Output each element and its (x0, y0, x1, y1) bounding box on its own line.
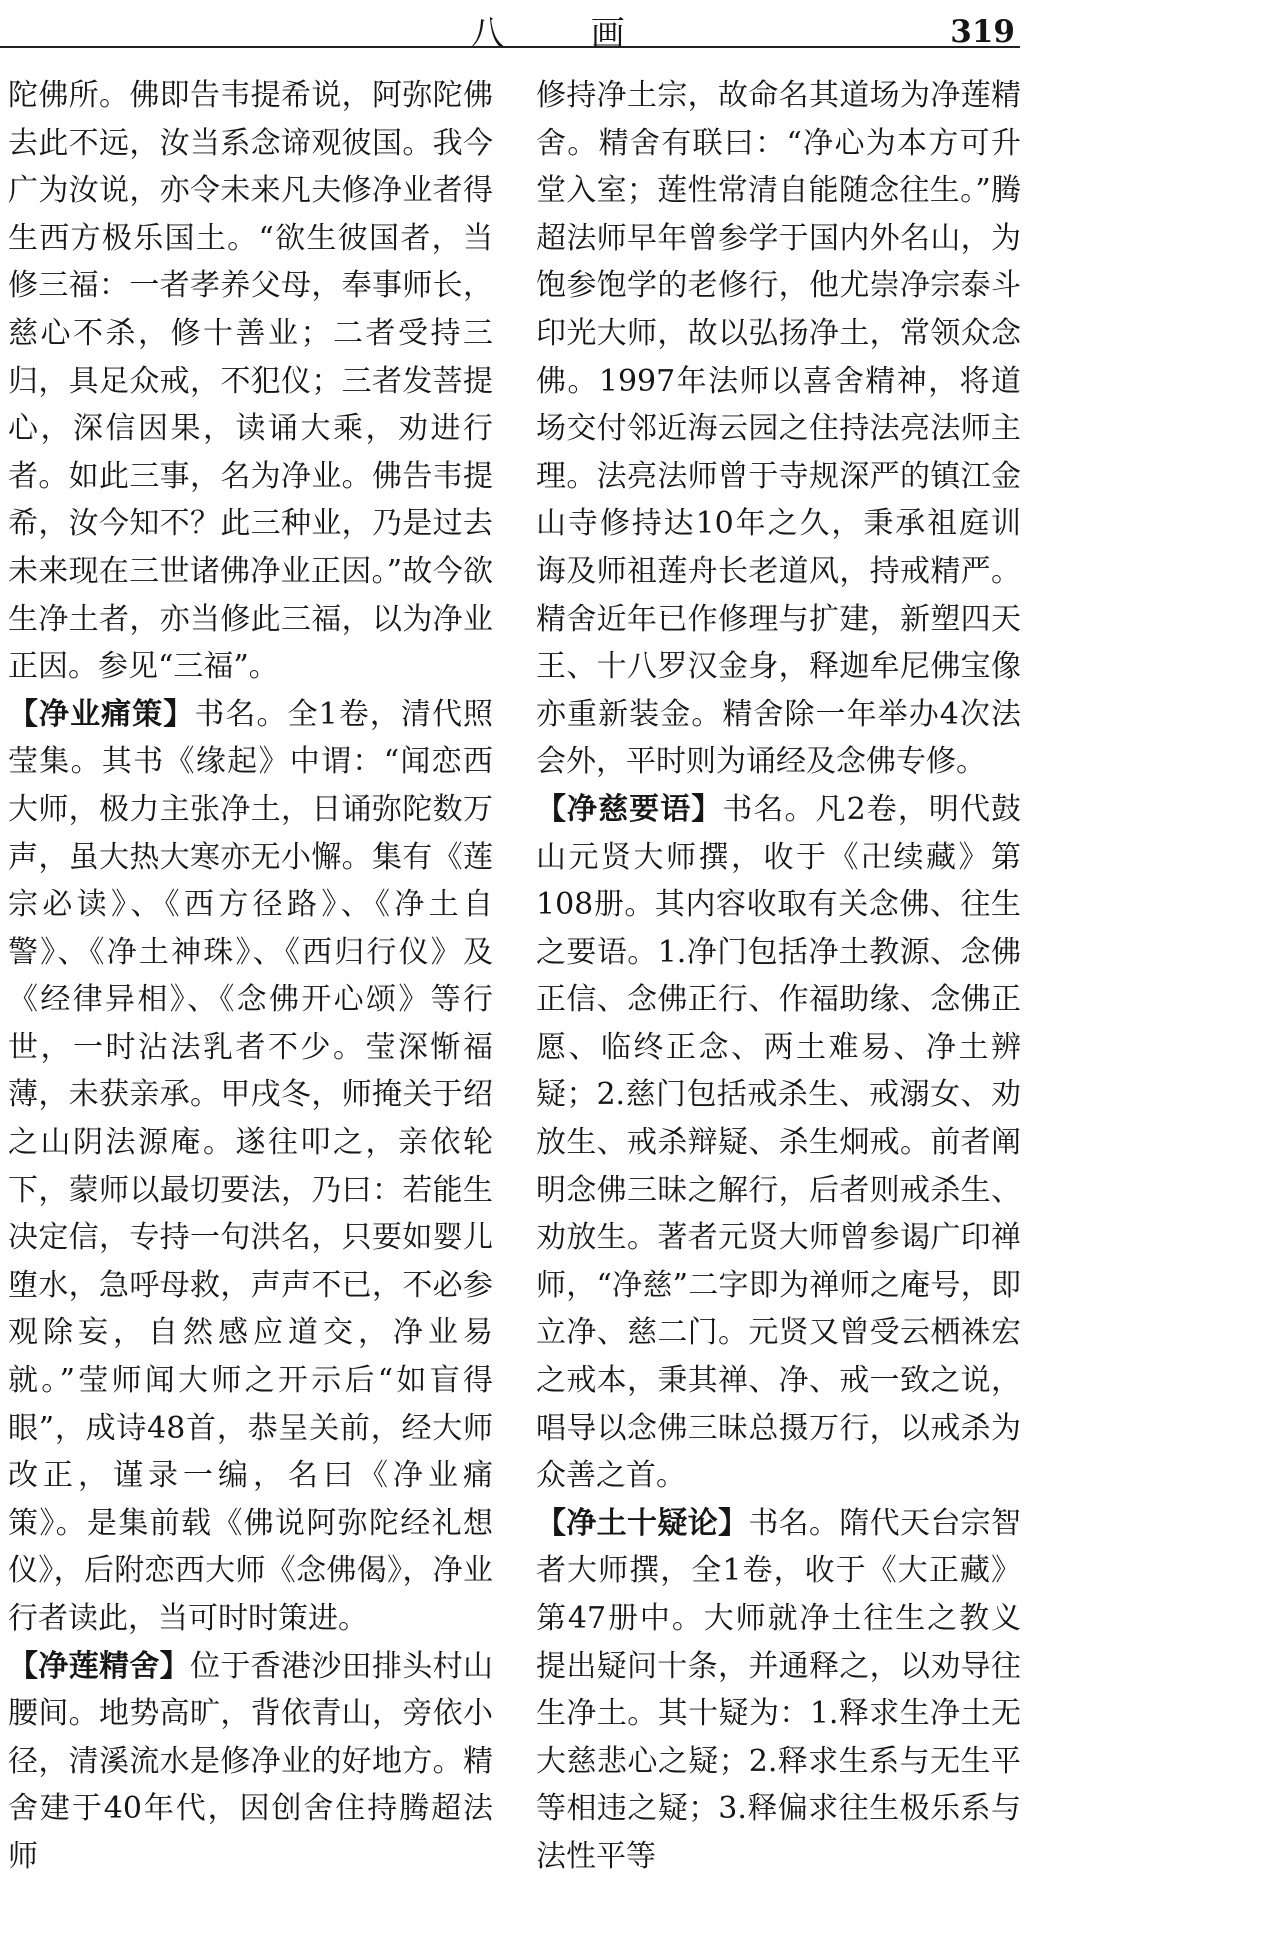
continued-paragraph: 修持净土宗，故命名其道场为净莲精舍。精舍有联曰：“净心为本方可升堂入室；莲性常清自能随念往生。”腾超法师早年曾参学于国内外名山，为饱参饱学的老修行，他尤崇净宗泰斗印光大师，故以弘扬净土，常领众念佛。1997年法师以喜舍精神，将道场交付邻近海云园之住持法亮法师主理。法亮法师曾于寺规深严的镇江金山寺修持达10年之久，秉承祖庭训诲及师祖莲舟长老道风，持戒精严。精舍近年已作修理与扩建，新塑四天王、十八罗汉金身，释迦牟尼佛宝像亦重新装金。精舍除一年举办4次法会外，平时则为诵经及念佛专修。 (536, 78, 1021, 780)
entry-jingtu-shiyilun (536, 1500, 1021, 1881)
entry-jinglian-jingshe (8, 1643, 493, 1881)
right-column (536, 72, 1021, 1881)
entry-body: 书名。隋代天台宗智者大师撰，全1卷，收于《大正藏》第47册中。大师就净土往生之教义提出疑问十条，并通释之，以劝导往生净土。其十疑为：1.释求生净土无大慈悲心之疑；2.释求生系与无生平等相违之疑；3.释偏求往生极乐系与法性平等 (536, 1505, 1022, 1874)
entry-headword: 【净土十疑论】 (536, 1505, 749, 1541)
continued-paragraph: 陀佛所。佛即告韦提希说，阿弥陀佛去此不远，汝当系念谛观彼国。我今广为汝说，亦令未来凡夫修净业者得生西方极乐国土。“欲生彼国者，当修三福：一者孝养父母，奉事师长，慈心不杀，修十善业；二者受持三归，具足众戒，不犯仪；三者发菩提心，深信因果，读诵大乘，劝进行者。如此三事，名为净业。佛告韦提希，汝今知不？此三种业，乃是过去未来现在三世诸佛净业正因。”故今欲生净土者，亦当修此三福，以为净业正因。参见“三福”。 (8, 78, 493, 685)
page-number: 319 (950, 14, 1015, 50)
entry-body: 位于香港沙田排头村山腰间。地势高旷，背依青山，旁依小径，清溪流水是修净业的好地方。精舍建于40年代，因创舍住持腾超法师 (8, 1648, 493, 1874)
entry-jingci-yaoyu (536, 786, 1021, 1500)
left-column (8, 72, 493, 1881)
entry-jingye-tongce (8, 691, 493, 1643)
section-title: 八 画 (470, 14, 663, 54)
header-rule (0, 46, 1020, 48)
entry-headword: 【净慈要语】 (536, 791, 723, 827)
entry-body: 书名。凡2卷，明代鼓山元贤大师撰，收于《卍续藏》第108册。其内容收取有关念佛、往生之要语。1.净门包括净土教源、念佛正信、念佛正行、作福助缘、念佛正愿、临终正念、两土难易、净土辨疑；2.慈门包括戒杀生、戒溺女、劝放生、戒杀辩疑、杀生炯戒。前者阐明念佛三昧之解行，后者则戒杀生、劝放生。著者元贤大师曾参谒广印禅师，“净慈”二字即为禅师之庵号，即立净、慈二门。元贤又曾受云栖袾宏之戒本，秉其禅、净、戒一致之说，唱导以念佛三昧总摄万行，以戒杀为众善之首。 (536, 791, 1022, 1494)
entry-headword: 【净莲精舍】 (8, 1648, 190, 1684)
entry-body: 书名。全1卷，清代照莹集。其书《缘起》中谓：“闻恋西大师，极力主张净土，日诵弥陀数万声，虽大热大寒亦无小懈。集有《莲宗必读》、《西方径路》、《净土自警》、《净土神珠》、《西归行仪》及《经律异相》、《念佛开心颂》等行世，一时沾法乳者不少。莹深惭福薄，未获亲承。甲戌冬，师掩关于绍之山阴法源庵。遂往叩之，亲依轮下，蒙师以最切要法，乃曰：若能生决定信，专持一句洪名，只要如婴儿堕水，急呼母救，声声不已，不必参观除妄，自然感应道交，净业易就。”莹师闻大师之开示后“如盲得眼”，成诗48首，恭呈关前，经大师改正，谨录一编，名曰《净业痛策》。是集前载《佛说阿弥陀经礼想仪》，后附恋西大师《念佛偈》，净业行者读此，当可时时策进。 (8, 696, 494, 1636)
page-header (0, 0, 1277, 64)
entry-headword: 【净业痛策】 (8, 696, 195, 732)
